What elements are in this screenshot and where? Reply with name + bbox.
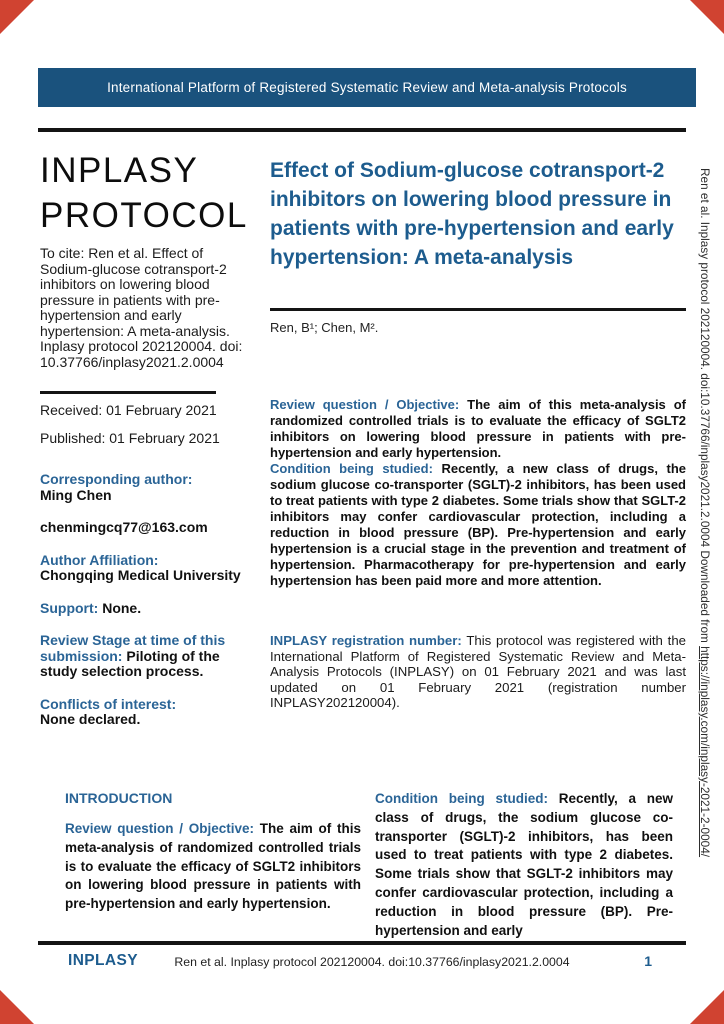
corner-triangle-top-right bbox=[690, 0, 724, 34]
registration-paragraph bbox=[270, 633, 686, 711]
masthead-line2: PROTOCOL bbox=[40, 196, 248, 235]
introduction-right-column bbox=[375, 790, 673, 940]
condition-text: Recently, a new class of drugs, the sodium glucose co-transporter (SGLT)-2 inhibitors, has been used to treat patients with type 2 diabetes. Some trials show that SGLT-2 inhibitors may confer cardiovascular protection, including a reduction in blood pressure (BP). Pre-hypertension and early hypertension is a crucial stage in the prevention and treatment of hypertension. Pharmacotherapy for pre-hypertension and early hypertension has been paid more and more attention. bbox=[270, 461, 686, 588]
support-value: None. bbox=[102, 599, 142, 616]
masthead-line1: INPLASY bbox=[40, 151, 199, 190]
objective-text: The aim of this meta-analysis of randomized controlled trials is to evaluate the efficacy of SGLT2 inhibitors on lowering blood pressure in patients with pre-hypertension and early hypertension. bbox=[270, 397, 686, 460]
introduction-left-column bbox=[65, 820, 361, 914]
email-value: chenmingcq77@163.com bbox=[40, 519, 208, 535]
corresponding-author-label: Corresponding author: bbox=[40, 471, 193, 487]
review-stage-label: Review Stage at time of this submission: bbox=[40, 632, 226, 664]
objective-paragraph bbox=[270, 397, 686, 461]
corresponding-author-block bbox=[40, 472, 256, 503]
abstract-section bbox=[270, 397, 686, 589]
conflicts-value: None declared. bbox=[40, 711, 141, 727]
condition-label: Condition being studied: bbox=[270, 461, 433, 476]
footer-page-number: 1 bbox=[644, 953, 652, 969]
platform-banner bbox=[38, 68, 696, 107]
article-authors: Ren, B¹; Chen, M². bbox=[270, 320, 379, 335]
author-info-sidebar bbox=[40, 472, 256, 745]
support-label: Support: bbox=[40, 599, 99, 616]
masthead bbox=[40, 148, 260, 238]
introduction-heading: INTRODUCTION bbox=[65, 790, 173, 806]
support-block bbox=[40, 601, 256, 617]
edge-note bbox=[698, 168, 712, 857]
conflicts-block bbox=[40, 697, 256, 728]
received-date: Received: 01 February 2021 bbox=[40, 402, 217, 418]
title-rule bbox=[270, 308, 686, 311]
top-rule bbox=[38, 128, 686, 132]
affiliation-label: Author Affiliation: bbox=[40, 551, 159, 568]
affiliation-value: Chongqing Medical University bbox=[40, 567, 241, 583]
footer-citation: Ren et al. Inplasy protocol 202120004. doi:10.37766/inplasy2021.2.0004 bbox=[174, 955, 570, 969]
email-block bbox=[40, 520, 256, 536]
review-stage-value: Piloting of the study selection process. bbox=[40, 647, 220, 679]
registration-text: This protocol was registered with the International Platform of Registered Systematic Review and Meta-Analysis Protocols (INPLASY) on 01 February 2021 and was last updated on 01 February 2021 (registration number INPLASY202120004). bbox=[270, 633, 687, 710]
affiliation-block bbox=[40, 553, 256, 584]
review-stage-block bbox=[40, 633, 256, 680]
footer-rule bbox=[38, 941, 686, 945]
platform-banner-text: International Platform of Registered Systematic Review and Meta-analysis Protocols bbox=[107, 80, 627, 95]
dates-rule bbox=[40, 391, 216, 394]
edge-note-text: Ren et al. Inplasy protocol 202120004. doi:10.37766/inplasy2021.2.0004 Downloaded from bbox=[698, 168, 712, 647]
footer-brand: INPLASY bbox=[68, 952, 138, 969]
intro-condition-text: Recently, a new class of drugs, the sodium glucose co-transporter (SGLT)-2 inhibitors, has been used to treat patients with type 2 diabetes. Some trials show that SGLT-2 inhibitors may confer cardiovascular protection, including a reduction in blood pressure (BP). Pre-hypertension and early bbox=[375, 791, 673, 938]
corner-triangle-top-left bbox=[0, 0, 34, 34]
corner-triangle-bottom-right bbox=[690, 990, 724, 1024]
condition-paragraph bbox=[270, 461, 686, 589]
intro-objective-paragraph bbox=[65, 820, 361, 914]
intro-condition-label: Condition being studied: bbox=[375, 791, 548, 806]
corner-triangle-bottom-left bbox=[0, 990, 34, 1024]
conflicts-label: Conflicts of interest: bbox=[40, 695, 177, 712]
registration-label: INPLASY registration number: bbox=[270, 633, 462, 648]
published-date: Published: 01 February 2021 bbox=[40, 430, 220, 446]
corresponding-author-name: Ming Chen bbox=[40, 486, 112, 503]
citation-note: To cite: Ren et al. Effect of Sodium-glucose cotransport-2 inhibitors on lowering blood pressure in patients with pre-hypertension and early hypertension: A meta-analysis. Inplasy protocol 202120004. doi: 10.37766/inplasy2021.2.0004 bbox=[40, 245, 243, 370]
article-title: Effect of Sodium-glucose cotransport-2 inhibitors on lowering blood pressure in patients with pre-hypertension and early hypertension: A meta-analysis bbox=[270, 159, 674, 269]
edge-note-link[interactable]: https://inplasy.com/inplasy-2021-2-0004/ bbox=[698, 646, 712, 858]
intro-condition-paragraph bbox=[375, 790, 673, 940]
intro-objective-text: The aim of this meta-analysis of randomized controlled trials is to evaluate the efficacy of SGLT2 inhibitors on lowering blood pressure in patients with pre-hypertension and early hypertension. bbox=[65, 821, 361, 912]
registration-section bbox=[270, 633, 686, 711]
objective-label: Review question / Objective: bbox=[270, 397, 460, 412]
intro-objective-label: Review question / Objective: bbox=[65, 821, 255, 836]
